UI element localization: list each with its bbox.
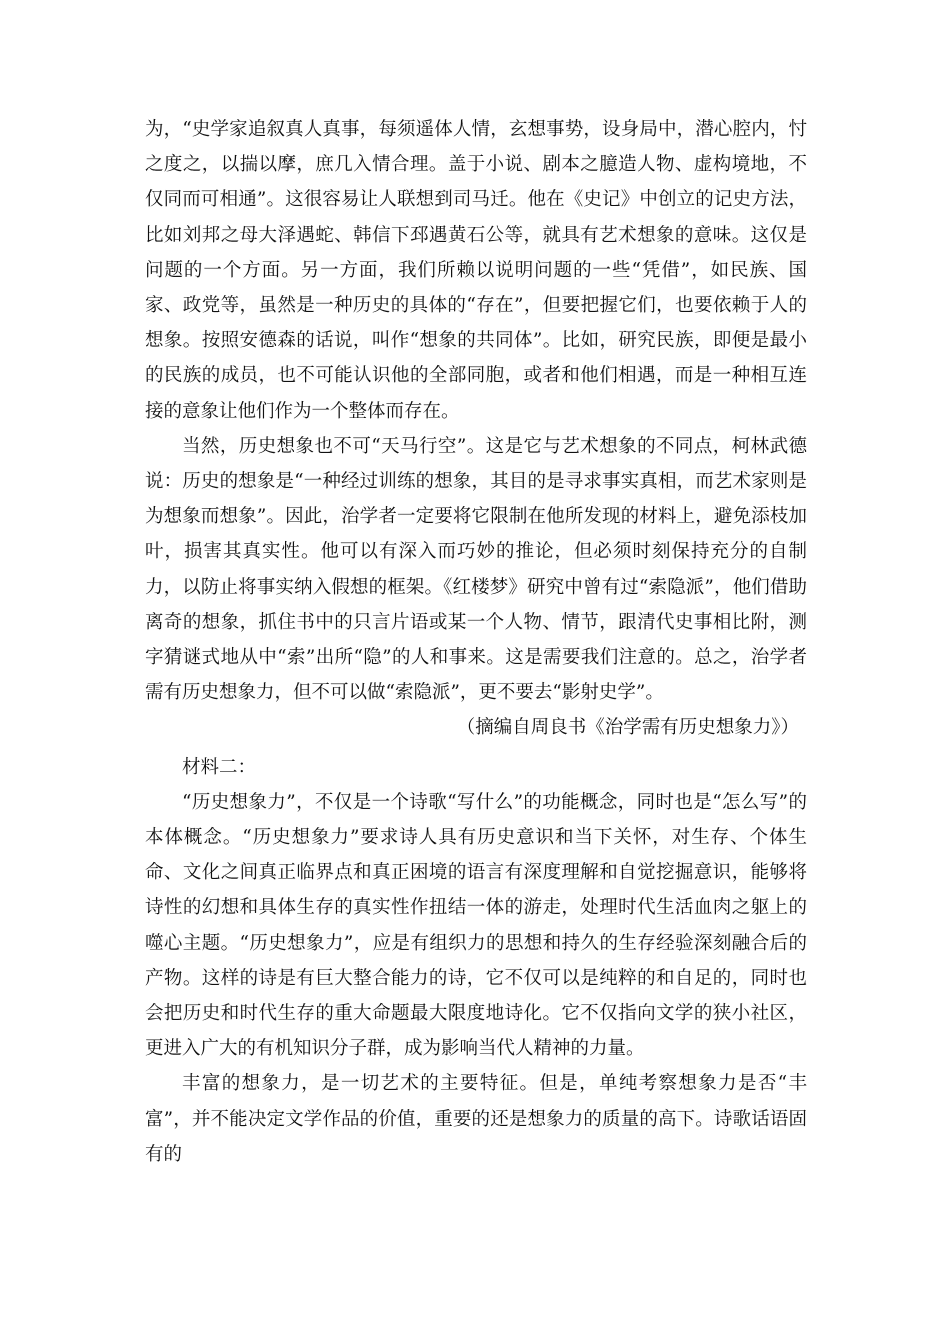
paragraph-rich-imagination: 丰富的想象力，是一切艺术的主要特征。但是，单纯考察想象力是否“丰富”，并不能决定文学作品的价值，重要的还是想象力的质量的高下。诗歌话语固有的	[145, 1073, 807, 1165]
source-citation: （摘编自周良书《治学需有历史想象力》）	[456, 717, 799, 739]
document-page	[145, 112, 807, 1172]
paragraph-continuation: 为，“史学家追叙真人真事，每须遥体人情，玄想事势，设身局中，潜心腔内，忖之度之，以揣以摩，庶几入情合理。盖于小说、剧本之臆造人物、虚构境地，不仅同而可相通”。这很容易让人联想到司马迁。他在《史记》中创立的记史方法，比如刘邦之母大泽遇蛇、韩信下邳遇黄石公等，就具有艺术想象的意味。这仅是问题的一个方面。另一方面，我们所赖以说明问题的一些“凭借”，如民族、国家、政党等，虽然是一种历史的具体的“存在”，但要把握它们，也要依赖于人的想象。按照安德森的话说，叫作“想象的共同体”。比如，研究民族，即便是最小的民族的成员，也不可能认识他的全部同胞，或者和他们相遇，而是一种相互连接的意象让他们作为一个整体而存在。	[145, 119, 807, 422]
paragraph-historical-imagination-limits: 当然，历史想象也不可“天马行空”。这是它与艺术想象的不同点，柯林武德说：历史的想象是“一种经过训练的想象，其目的是寻求事实真相，而艺术家则是为想象而想象”。因此，治学者一定要将它限制在他所发现的材料上，避免添枝加叶，损害其真实性。他可以有深入而巧妙的推论，但必须时刻保持充分的自制力，以防止将事实纳入假想的框架。《红楼梦》研究中曾有过“索隐派”，他们借助离奇的想象，抓住书中的只言片语或某一个人物、情节，跟清代史事相比附，测字猜谜式地从中“索”出所“隐”的人和事来。这是需要我们注意的。总之，治学者需有历史想象力，但不可以做“索隐派”，更不要去“影射史学”。	[145, 435, 807, 704]
paragraph-poetry-imagination: “历史想象力”，不仅是一个诗歌“写什么”的功能概念，同时也是“怎么写”的本体概念。“历史想象力”要求诗人具有历史意识和当下关怀，对生存、个体生命、文化之间真正临界点和真正困境的语言有深度理解和自觉挖掘意识，能够将诗性的幻想和具体生存的真实性作扭结一体的游走，处理时代生活血肉之躯上的噬心主题。“历史想象力”，应是有组织力的思想和持久的生存经验深刻融合后的产物。这样的诗是有巨大整合能力的诗，它不仅可以是纯粹的和自足的，同时也会把历史和时代生存的重大命题最大限度地诗化。它不仅指向文学的狭小社区，更进入广大的有机知识分子群，成为影响当代人精神的力量。	[145, 791, 807, 1060]
material-two-heading: 材料二：	[182, 756, 257, 778]
